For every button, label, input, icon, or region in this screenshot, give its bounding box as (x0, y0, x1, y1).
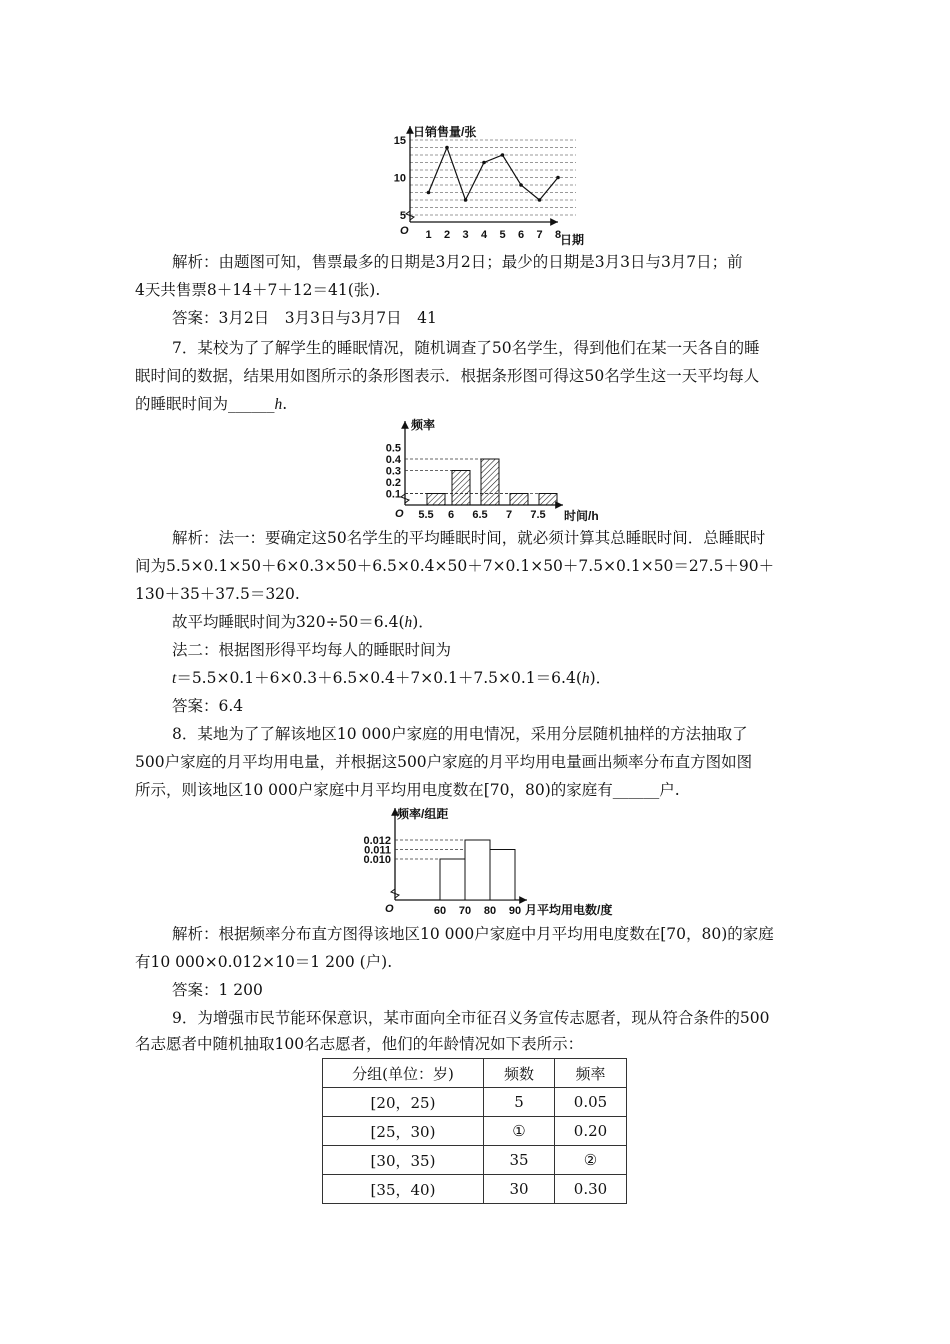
electricity-histogram (355, 802, 655, 920)
table-cell: ① (484, 1117, 555, 1146)
table-cell: 0.20 (555, 1117, 627, 1146)
q7-analysis-line3: 130＋35＋37.5＝320. (135, 585, 300, 603)
q6-analysis-line2: 4天共售票8＋14＋7＋12＝41(张). (135, 281, 381, 299)
table-cell: 0.30 (555, 1175, 627, 1204)
x-axis-label: 月平均用电数/度 (525, 903, 613, 917)
table-cell: 35 (484, 1146, 555, 1175)
q7-analysis-line4 (172, 612, 434, 633)
q7-a4-text: 故平均睡眠时间为320÷50＝6.4( (172, 613, 405, 631)
x-tick-label: 3 (462, 229, 469, 241)
table-cell: 30 (484, 1175, 555, 1204)
table-header-cell: 频率 (555, 1059, 627, 1088)
q7-a6-unit: h (581, 670, 590, 687)
y-axis-label: 日销售量/张 (413, 125, 477, 139)
x-tick-label: 6 (517, 229, 525, 241)
q7-line3-text: 的睡眠时间为______ (135, 395, 275, 413)
q8-analysis-line2: 有10 000×0.012×10＝1 200 (户). (135, 953, 393, 971)
table-row (323, 1146, 627, 1175)
x-tick-label: 6 (447, 509, 455, 521)
q7-a4-end: )． (412, 613, 434, 631)
q7-analysis-line5: 法二：根据图形得平均每人的睡眠时间为 (172, 641, 452, 659)
data-point (519, 183, 523, 187)
x-tick-label: 6.5 (472, 509, 488, 521)
q7-a6-text: ＝5.5×0.1＋6×0.3＋6.5×0.4＋7×0.1＋7.5×0.1＝6.4( (176, 669, 582, 687)
origin-label: O (385, 903, 394, 915)
y-tick-label: 0.5 (385, 442, 401, 455)
table-cell: [30，35) (323, 1146, 484, 1175)
bar (427, 494, 445, 506)
data-point (464, 198, 468, 202)
table-cell: 5 (484, 1088, 555, 1117)
q7-a6-var: t (172, 670, 177, 687)
sales-series-line (429, 148, 559, 201)
q6-answer: 答案：3月2日 3月3日与3月7日 41 (172, 309, 437, 327)
table-cell: [20，25) (323, 1088, 484, 1117)
x-axis-label: 时间/h (564, 509, 599, 523)
age-frequency-table (322, 1058, 627, 1204)
q7-line3-end: . (282, 395, 288, 413)
y-tick-label: 15 (393, 135, 406, 147)
origin-label: O (395, 508, 404, 520)
table-cell: [35，40) (323, 1175, 484, 1204)
x-tick-label: 2 (443, 229, 451, 241)
x-tick-label: 70 (458, 905, 472, 917)
x-tick-label: 4 (480, 229, 488, 241)
table-header-cell: 分组(单位：岁) (323, 1059, 484, 1088)
y-tick-label: 0.1 (385, 488, 401, 501)
data-point (538, 198, 542, 202)
x-tick-label: 8 (554, 229, 562, 241)
table-cell: [25，30) (323, 1117, 484, 1146)
x-tick-label: 80 (483, 905, 497, 917)
y-axis-label: 频率 (411, 418, 436, 432)
y-tick-label: 10 (393, 172, 406, 185)
table-cell: 0.05 (555, 1088, 627, 1117)
q8-answer: 答案：1 200 (172, 981, 263, 999)
q7-line1: 7．某校为了了解学生的睡眠情况，随机调查了50名学生，得到他们在某一天各自的睡 (172, 339, 760, 357)
q7-analysis-line2: 间为5.5×0.1×50＋6×0.3×50＋6.5×0.4×50＋7×0.1×50＋7.5×0.1×50＝27.5＋90＋ (135, 557, 775, 575)
x-tick-label: 7.5 (530, 509, 546, 521)
data-point (482, 161, 486, 165)
table-row (323, 1117, 627, 1146)
q7-analysis-line1: 解析：法一：要确定这50名学生的平均睡眠时间，就必须计算其总睡眠时间．总睡眠时 (172, 529, 766, 547)
table-cell: ② (555, 1146, 627, 1175)
x-axis-label: 日期 (560, 233, 585, 247)
data-point (427, 191, 431, 195)
y-tick-label: 0.3 (385, 465, 401, 478)
q9-line1: 9．为增强市民节能环保意识，某市面向全市征召义务宣传志愿者，现从符合条件的500 (172, 1009, 770, 1027)
bar (510, 494, 528, 506)
bar (481, 459, 499, 505)
q7-a6-end: )． (589, 669, 612, 687)
q8-line2: 500户家庭的月平均用电量，并根据这500户家庭的月平均用电量画出频率分布直方图如图 (135, 753, 753, 771)
sales-line-chart (380, 118, 595, 248)
bar (452, 471, 470, 506)
origin-label: O (400, 225, 409, 237)
data-point (556, 176, 560, 180)
y-tick-label: 0.010 (363, 854, 391, 866)
sleep-bar-chart (375, 415, 605, 525)
q7-line3 (135, 394, 287, 415)
q8-analysis-line1: 解析：根据频率分布直方图得该地区10 000户家庭中月平均用电度数在[70，80)的家庭 (172, 925, 774, 943)
data-point (445, 146, 449, 150)
q7-answer: 答案：6.4 (172, 697, 244, 715)
y-tick-label: 0.2 (385, 477, 401, 489)
q7-unit: h (274, 396, 283, 413)
table-row (323, 1088, 627, 1117)
table-header-row (323, 1059, 627, 1088)
q8-line1: 8．某地为了了解该地区10 000户家庭的用电情况，采用分层随机抽样的方法抽取了 (172, 725, 748, 743)
y-tick-label: 0.4 (385, 454, 401, 466)
y-tick-label: 0.011 (364, 844, 391, 857)
y-tick-label: 0.012 (363, 835, 391, 847)
x-tick-label: 7 (505, 509, 513, 521)
q9-line2: 名志愿者中随机抽取100名志愿者，他们的年龄情况如下表所示： (135, 1035, 584, 1053)
x-tick-label: 5 (499, 229, 506, 241)
x-tick-label: 1 (425, 229, 432, 241)
x-tick-label: 60 (433, 905, 447, 917)
q7-a4-unit: h (404, 614, 413, 631)
x-tick-label: 7 (536, 229, 543, 241)
y-tick-label: 5 (399, 210, 406, 222)
table-row (323, 1175, 627, 1204)
y-axis-label: 频率/组距 (397, 807, 449, 821)
data-point (501, 153, 505, 157)
bar (465, 840, 490, 900)
table-header-cell: 频数 (484, 1059, 555, 1088)
q7-analysis-line6 (172, 668, 611, 689)
bar (440, 859, 465, 900)
q8-line3: 所示，则该地区10 000户家庭中月平均用电度数在[70，80)的家庭有______户. (135, 781, 680, 799)
bar (490, 850, 515, 901)
x-tick-label: 90 (508, 905, 522, 917)
q7-line2: 眠时间的数据，结果用如图所示的条形图表示．根据条形图可得这50名学生这一天平均每人 (135, 367, 760, 385)
q6-analysis-line1: 解析：由题图可知，售票最多的日期是3月2日；最少的日期是3月3日与3月7日；前 (172, 253, 743, 271)
bar (539, 494, 557, 506)
x-tick-label: 5.5 (418, 509, 434, 521)
